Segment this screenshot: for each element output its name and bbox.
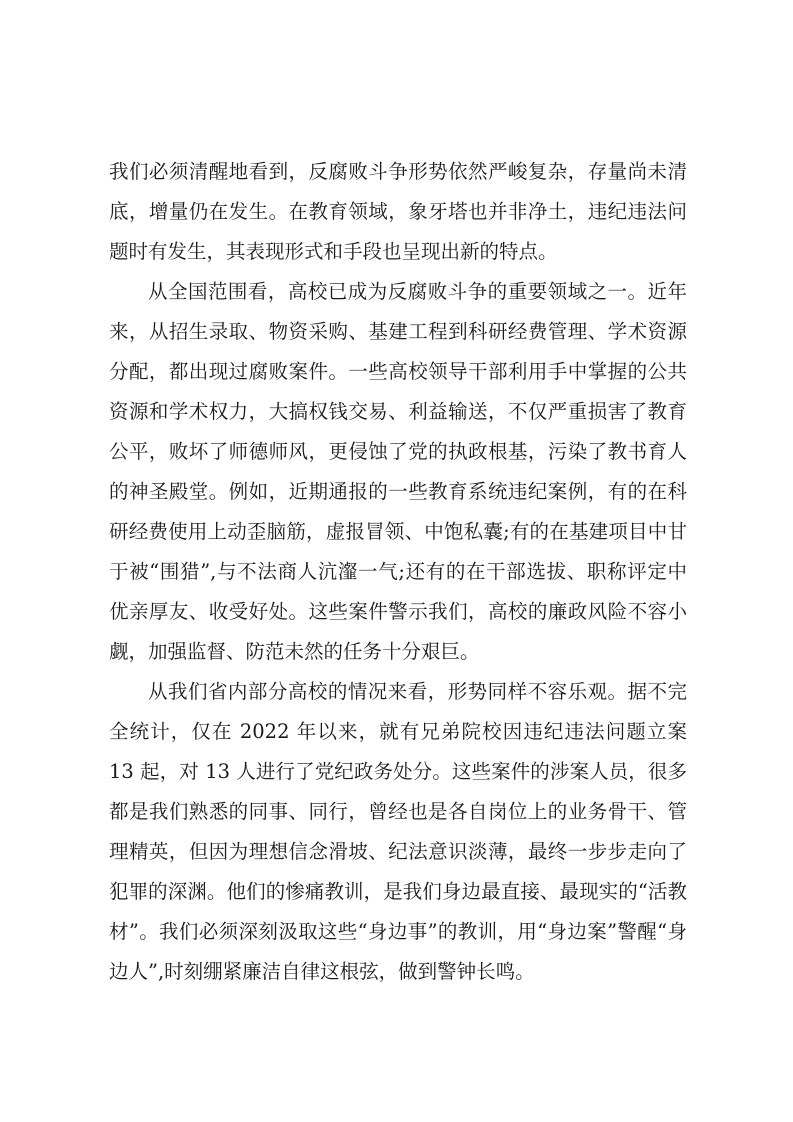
paragraph-3: 从我们省内部分高校的情况来看，形势同样不容乐观。据不完全统计，仅在 2022 年以来，就有兄弟院校因违纪违法问题立案 13 起，对 13 人进行了党纪政务处分。这些案件的涉案人员，很多都是我们熟悉的同事、同行，曾经也是各自岗位上的业务骨干、管理精英，但因为理想信念滑坡、纪法意识淡薄，最终一步步走向了犯罪的深渊。他们的惨痛教训，是我们身边最直接、最现实的“活教材”。我们必须深刻汲取这些“身边事”的教训，用“身边案”警醒“身边人”,时刻绷紧廉洁自律这根弦，做到警钟长鸣。 <box>109 680 687 983</box>
paragraph-2: 从全国范围看，高校已成为反腐败斗争的重要领域之一。近年来，从招生录取、物资采购、基建工程到科研经费管理、学术资源分配，都出现过腐败案件。一些高校领导干部利用手中掌握的公共资源和学术权力，大搞权钱交易、利益输送，不仅严重损害了教育公平，败坏了师德师风，更侵蚀了党的执政根基，污染了教书育人的神圣殿堂。例如，近期通报的一些教育系统违纪案例，有的在科研经费使用上动歪脑筋，虚报冒领、中饱私囊;有的在基建项目中甘于被“围猎”,与不法商人沆瀣一气;还有的在干部选拔、职称评定中优亲厚友、收受好处。这些案件警示我们，高校的廉政风险不容小觑，加强监督、防范未然的任务十分艰巨。 <box>109 280 687 663</box>
document-body <box>109 152 687 992</box>
paragraph-1: 我们必须清醒地看到，反腐败斗争形势依然严峻复杂，存量尚未清底，增量仍在发生。在教育领域，象牙塔也并非净土，违纪违法问题时有发生，其表现形式和手段也呈现出新的特点。 <box>109 160 687 263</box>
